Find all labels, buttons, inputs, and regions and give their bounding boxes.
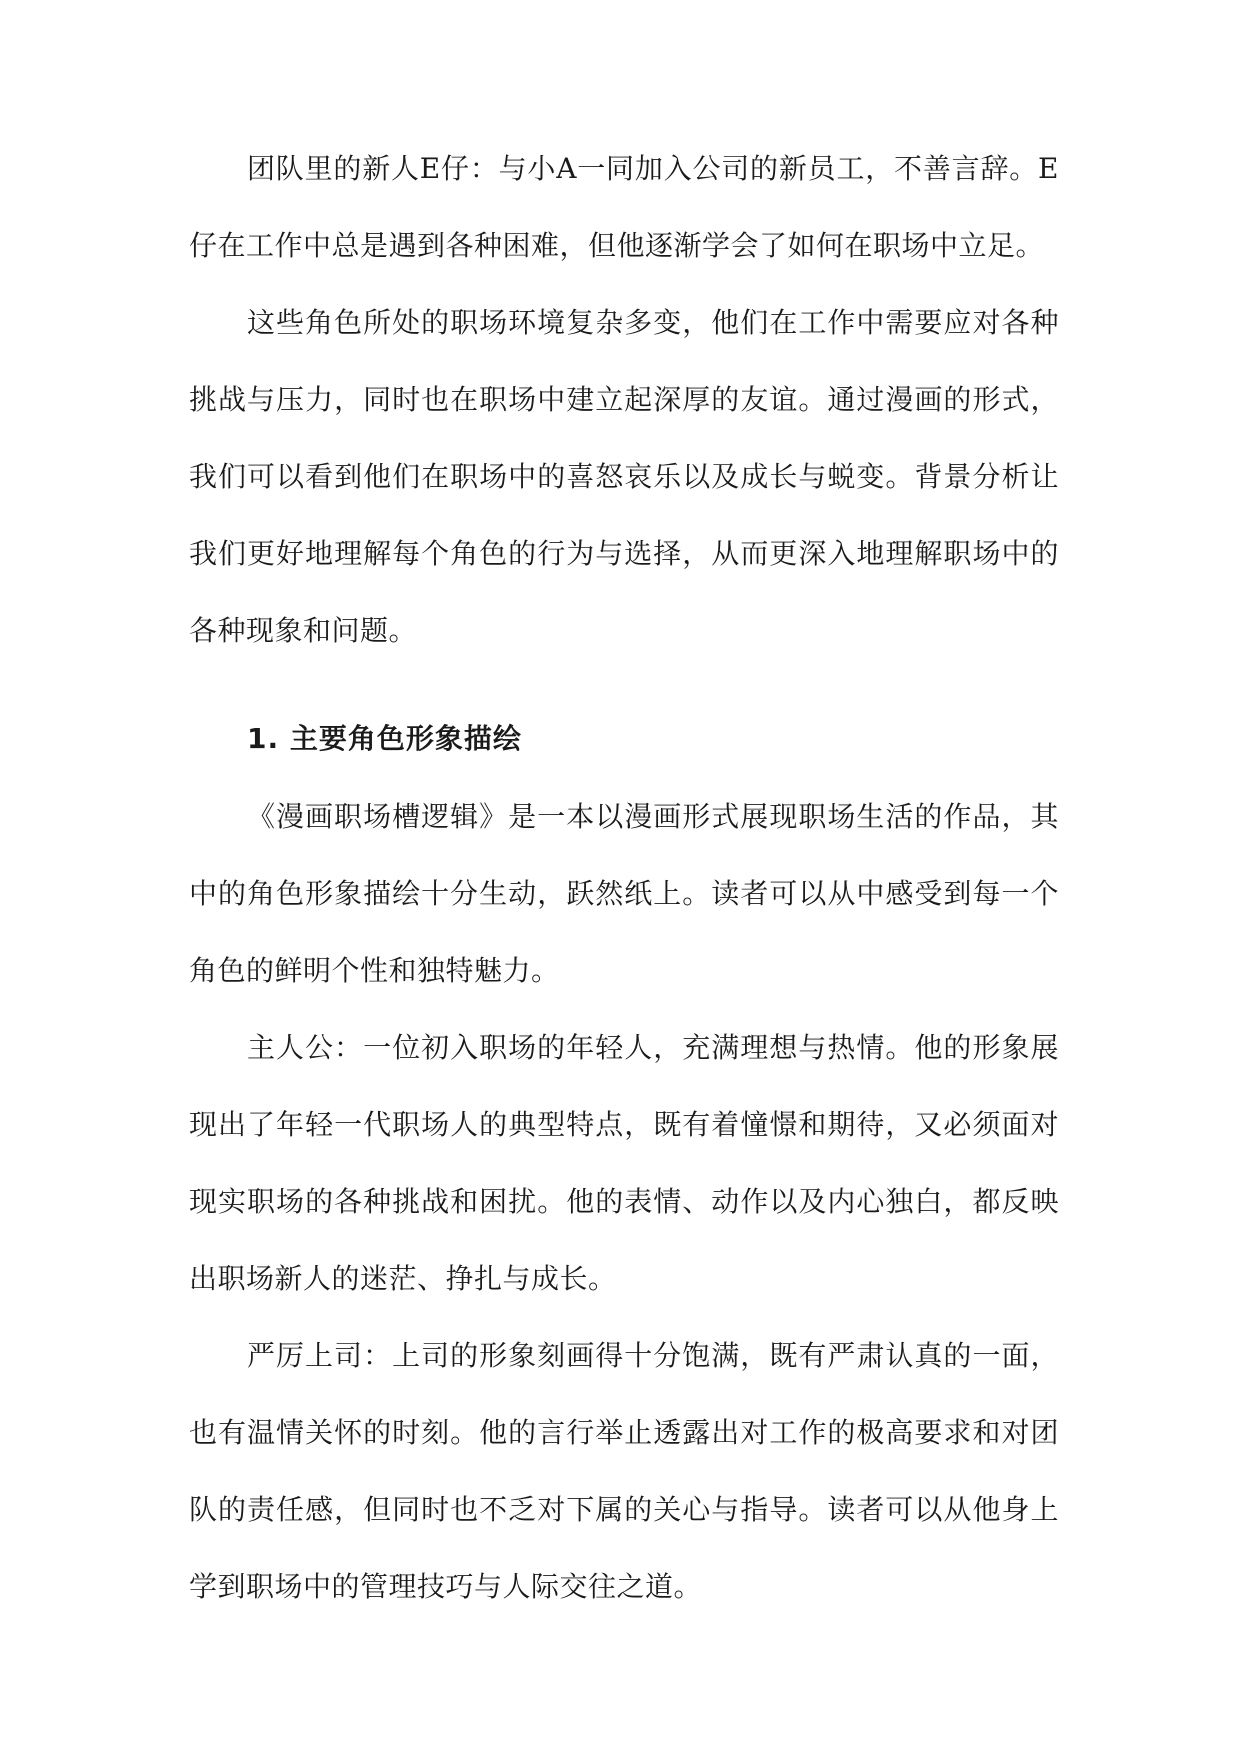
- paragraph-work-intro: 《漫画职场槽逻辑》是一本以漫画形式展现职场生活的作品，其中的角色形象描绘十分生动，跃然纸上。读者可以从中感受到每一个角色的鲜明个性和独特魅力。: [189, 800, 1059, 987]
- paragraph-background-analysis: 这些角色所处的职场环境复杂多变，他们在工作中需要应对各种挑战与压力，同时也在职场中建立起深厚的友谊。通过漫画的形式，我们可以看到他们在职场中的喜怒哀乐以及成长与蜕变。背景分析让我们更好地理解每个角色的行为与选择，从而更深入地理解职场中的各种现象和问题。: [189, 306, 1059, 647]
- paragraph-strict-boss: 严厉上司：上司的形象刻画得十分饱满，既有严肃认真的一面，也有温情关怀的时刻。他的言行举止透露出对工作的极高要求和对团队的责任感，但同时也不乏对下属的关心与指导。读者可以从他身上学到职场中的管理技巧与人际交往之道。: [189, 1339, 1059, 1603]
- section-heading-main-characters: 1. 主要角色形象描绘: [247, 722, 522, 755]
- paragraph-protagonist: 主人公：一位初入职场的年轻人，充满理想与热情。他的形象展现出了年轻一代职场人的典型特点，既有着憧憬和期待，又必须面对现实职场的各种挑战和困扰。他的表情、动作以及内心独白，都反映出职场新人的迷茫、挣扎与成长。: [189, 1031, 1059, 1295]
- paragraph-new-employee-e: 团队里的新人E仔：与小A一同加入公司的新员工，不善言辞。E仔在工作中总是遇到各种困难，但他逐渐学会了如何在职场中立足。: [189, 152, 1059, 262]
